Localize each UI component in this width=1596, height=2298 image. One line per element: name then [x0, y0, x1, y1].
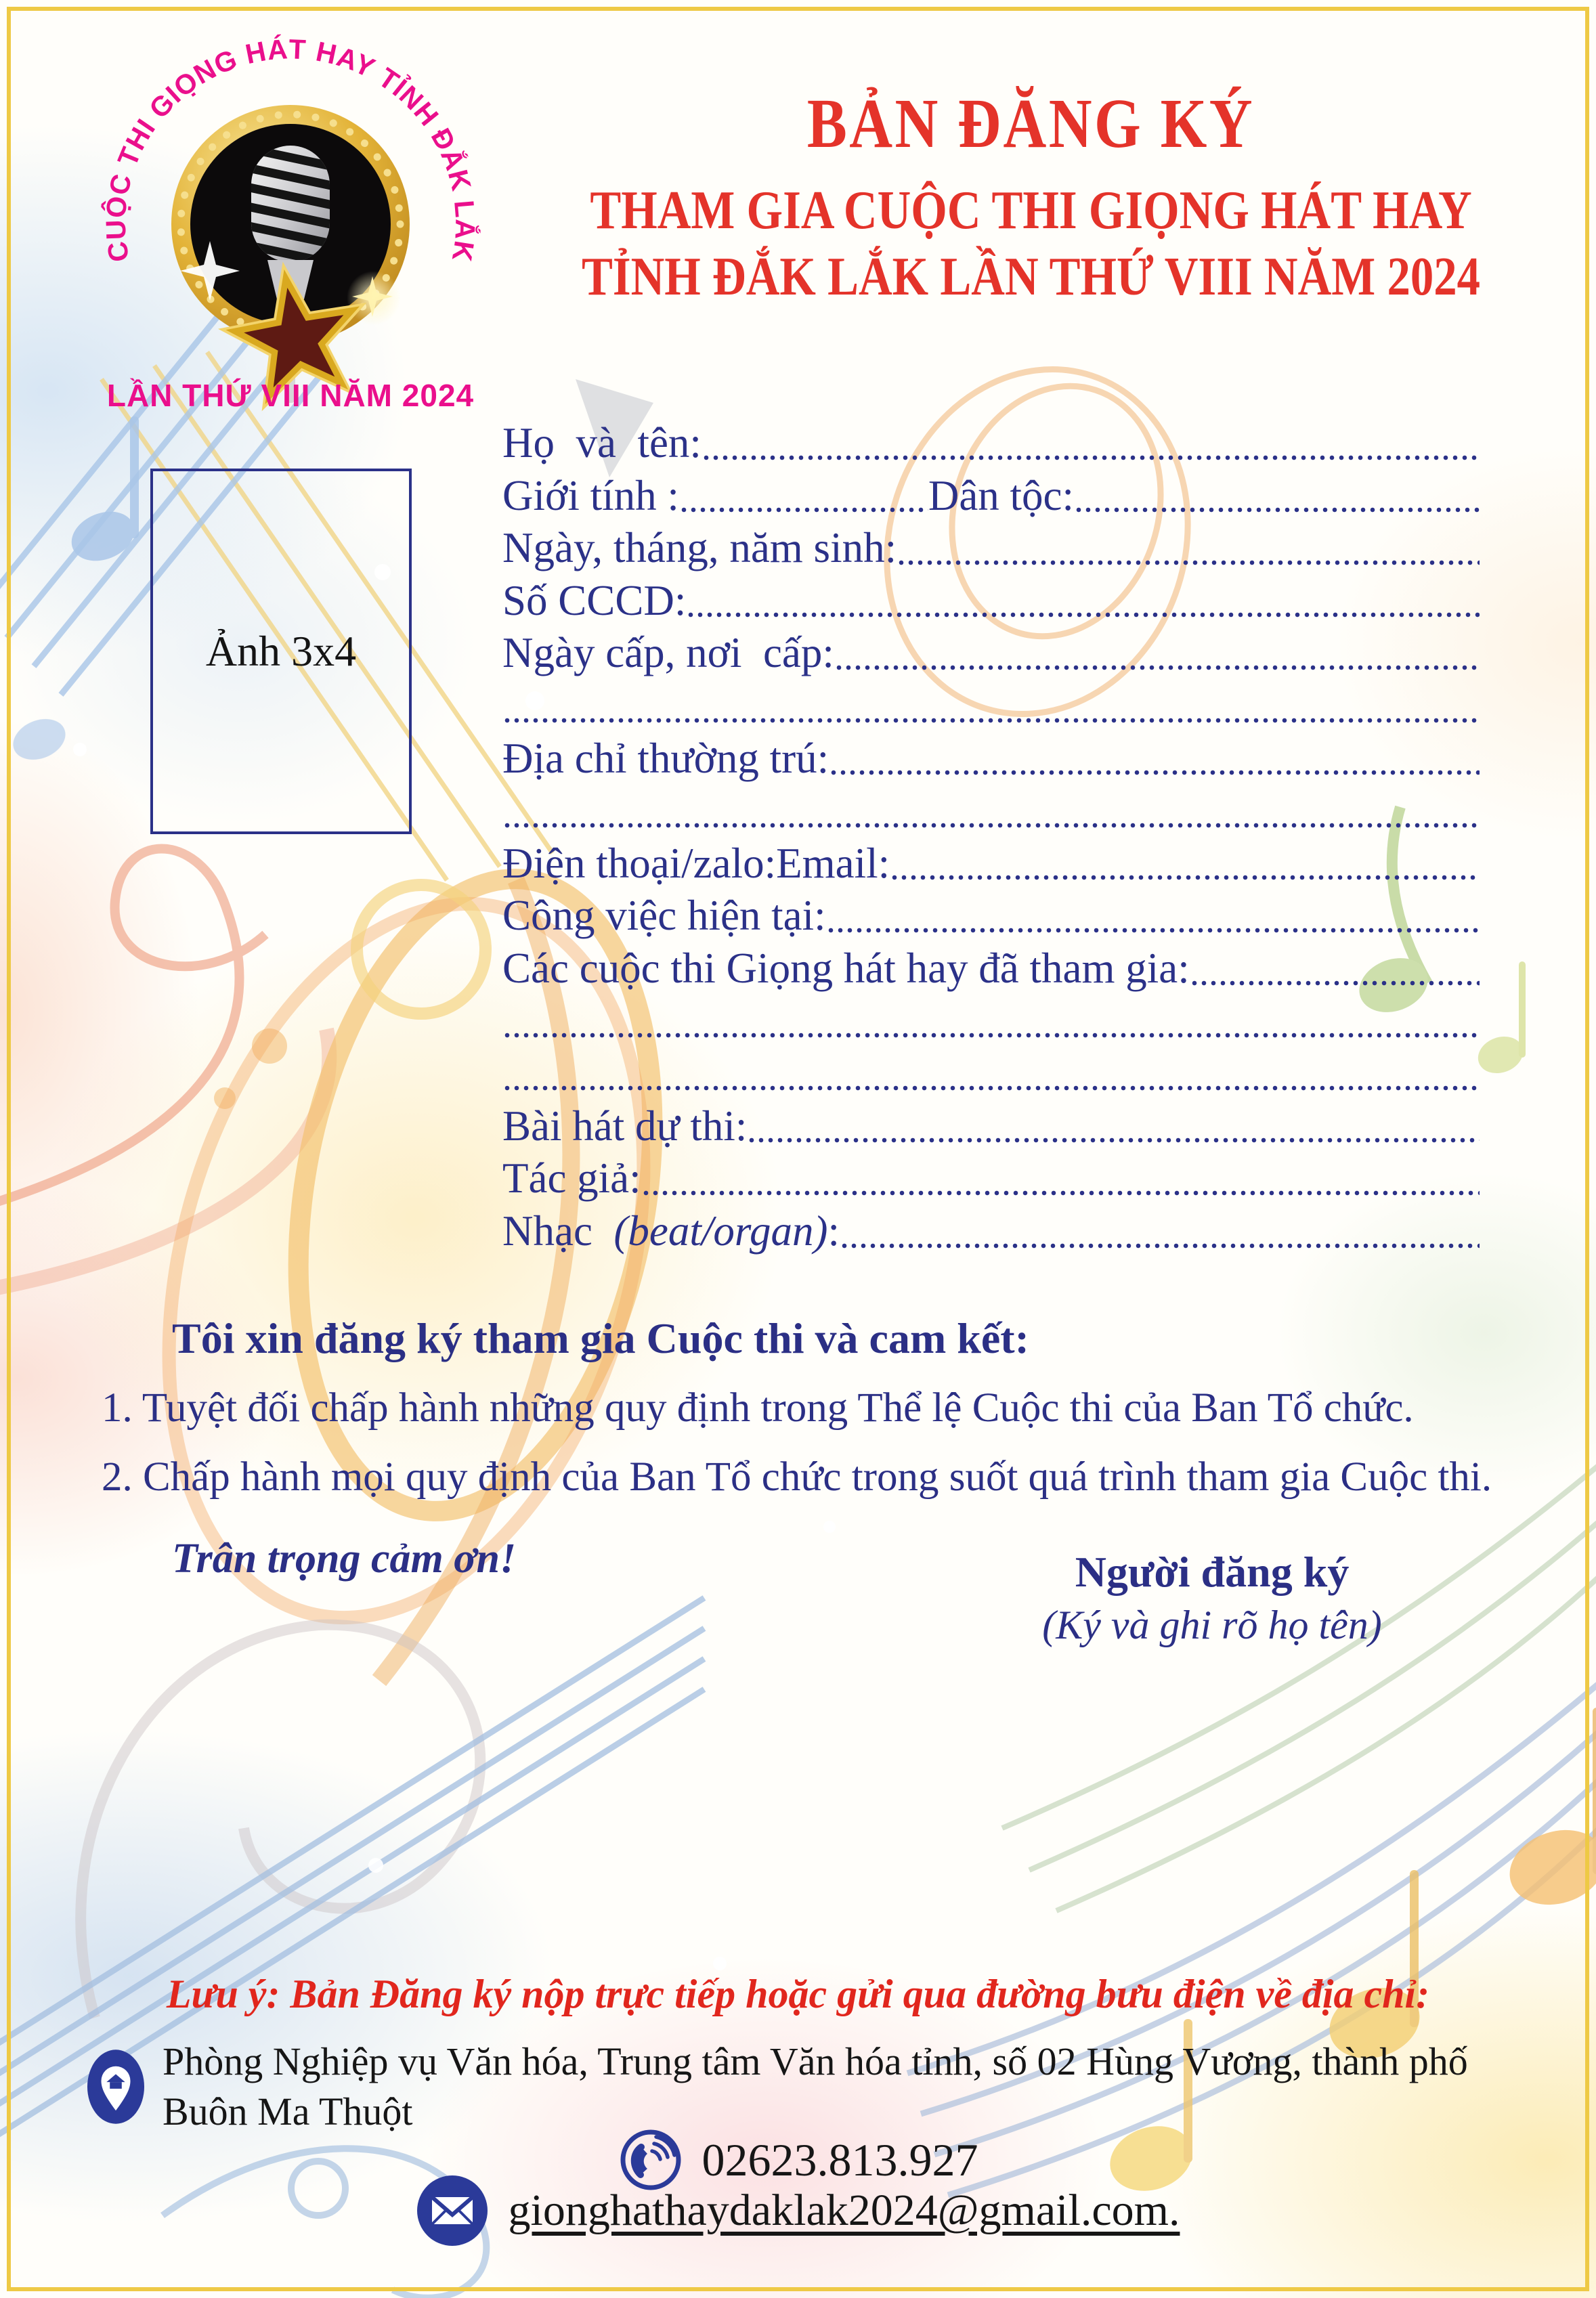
dotted-fill-line: [686, 610, 1480, 620]
form-row: [502, 575, 1480, 628]
commitment-item-2: 2. Chấp hành mọi quy định của Ban Tổ chức trong suốt quá trình tham gia Cuộc thi.: [102, 1454, 1492, 1500]
dotted-fill-line: [1074, 505, 1480, 515]
email-address[interactable]: gionghathaydaklak2024@gmail.com.: [508, 2186, 1180, 2235]
form-row: [502, 627, 1480, 680]
form-row-label: Điện thoại/zalo:Email:: [502, 839, 890, 887]
dotted-fill-line: [834, 663, 1480, 672]
dotted-fill-line: [826, 926, 1480, 935]
location-pin-icon: [87, 2047, 145, 2126]
dotted-fill-line: [1190, 978, 1480, 988]
dotted-fill-line: [502, 1083, 1480, 1093]
address-row: [87, 2037, 1522, 2137]
commitment-heading: Tôi xin đăng ký tham gia Cuộc thi và cam kết:: [172, 1314, 1029, 1362]
dotted-fill-line: [502, 821, 1480, 830]
phone-number: 02623.813.927: [702, 2133, 978, 2186]
title-line-3: TỈNH ĐẮK LẮK LẦN THỨ VIII NĂM 2024: [581, 247, 1481, 307]
dotted-fill-line: [702, 453, 1480, 462]
form-row: [502, 838, 1480, 890]
form-row-label: Dân tộc:: [928, 471, 1075, 519]
form-row-label: Ngày cấp, nơi cấp:: [502, 629, 834, 677]
form-row-label: Tác giả:: [502, 1154, 641, 1202]
form-row: [502, 680, 1480, 733]
logo-arc-text: CUỘC THI GIỌNG HÁT HAY TỈNH ĐẮK LẮK: [100, 33, 481, 264]
form-row-label: Nhạc: [502, 1207, 614, 1255]
form-row-label: Địa chỉ thường trú:: [502, 734, 829, 782]
email-row: [0, 2175, 1596, 2247]
thanks-text: Trân trọng cảm ơn!: [172, 1536, 517, 1582]
logo-edition-text: LẦN THỨ VIII NĂM 2024: [106, 378, 475, 413]
photo-box: [150, 469, 412, 834]
form-row-label: :: [827, 1207, 840, 1255]
form-row-label: Họ và tên:: [502, 419, 702, 467]
signature-subtitle: (Ký và ghi rõ họ tên): [1042, 1603, 1382, 1647]
photo-box-label: Ảnh 3x4: [205, 627, 357, 675]
contest-logo: [81, 27, 501, 420]
signature-block: [968, 1545, 1456, 1651]
form-row: [502, 733, 1480, 785]
email-icon: [416, 2175, 488, 2247]
form-row-label: Ngày, tháng, năm sinh:: [502, 524, 897, 572]
submission-note: Lưu ý: Bản Đăng ký nộp trực tiếp hoặc gửi qua đường bưu điện về địa chỉ:: [166, 1972, 1430, 2016]
form-row: [502, 1047, 1480, 1100]
dotted-fill-line: [897, 558, 1480, 567]
form-row: [502, 890, 1480, 942]
form-row: [502, 942, 1480, 995]
form-row-label: Giới tính :: [502, 471, 679, 519]
form-row-label: Công việc hiện tại:: [502, 892, 826, 940]
form-row: [502, 417, 1480, 470]
form-row: [502, 522, 1480, 575]
form-title: [474, 80, 1588, 310]
title-line-1: BẢN ĐĂNG KÝ: [806, 85, 1255, 162]
dotted-fill-line: [840, 1241, 1480, 1251]
form-row-label: Số CCCD:: [502, 576, 687, 624]
form-rows: [502, 417, 1480, 1258]
dotted-fill-line: [679, 505, 928, 515]
signature-title: Người đăng ký: [1075, 1548, 1350, 1596]
dotted-fill-line: [502, 1031, 1480, 1040]
form-row: [502, 470, 1480, 523]
form-row-label: Bài hát dự thi:: [502, 1102, 748, 1150]
form-row: [502, 785, 1480, 838]
dotted-fill-line: [641, 1188, 1480, 1198]
address-text: Phòng Nghiệp vụ Văn hóa, Trung tâm Văn hóa tỉnh, số 02 Hùng Vương, thành phố Buôn Ma Thuột: [163, 2039, 1468, 2133]
form-row-label: Các cuộc thi Giọng hát hay đã tham gia:: [502, 944, 1190, 992]
dotted-fill-line: [829, 768, 1480, 777]
dotted-fill-line: [502, 716, 1480, 725]
dotted-fill-line: [890, 873, 1480, 882]
dotted-fill-line: [747, 1135, 1480, 1145]
commitment-item-1: 1. Tuyệt đối chấp hành những quy định trong Thể lệ Cuộc thi của Ban Tổ chức.: [102, 1385, 1414, 1431]
form-row-label: (beat/organ): [613, 1207, 828, 1255]
form-row: [502, 1205, 1480, 1258]
form-row: [502, 1152, 1480, 1205]
form-row: [502, 995, 1480, 1048]
title-line-2: THAM GIA CUỘC THI GIỌNG HÁT HAY: [590, 181, 1472, 240]
form-row: [502, 1100, 1480, 1153]
